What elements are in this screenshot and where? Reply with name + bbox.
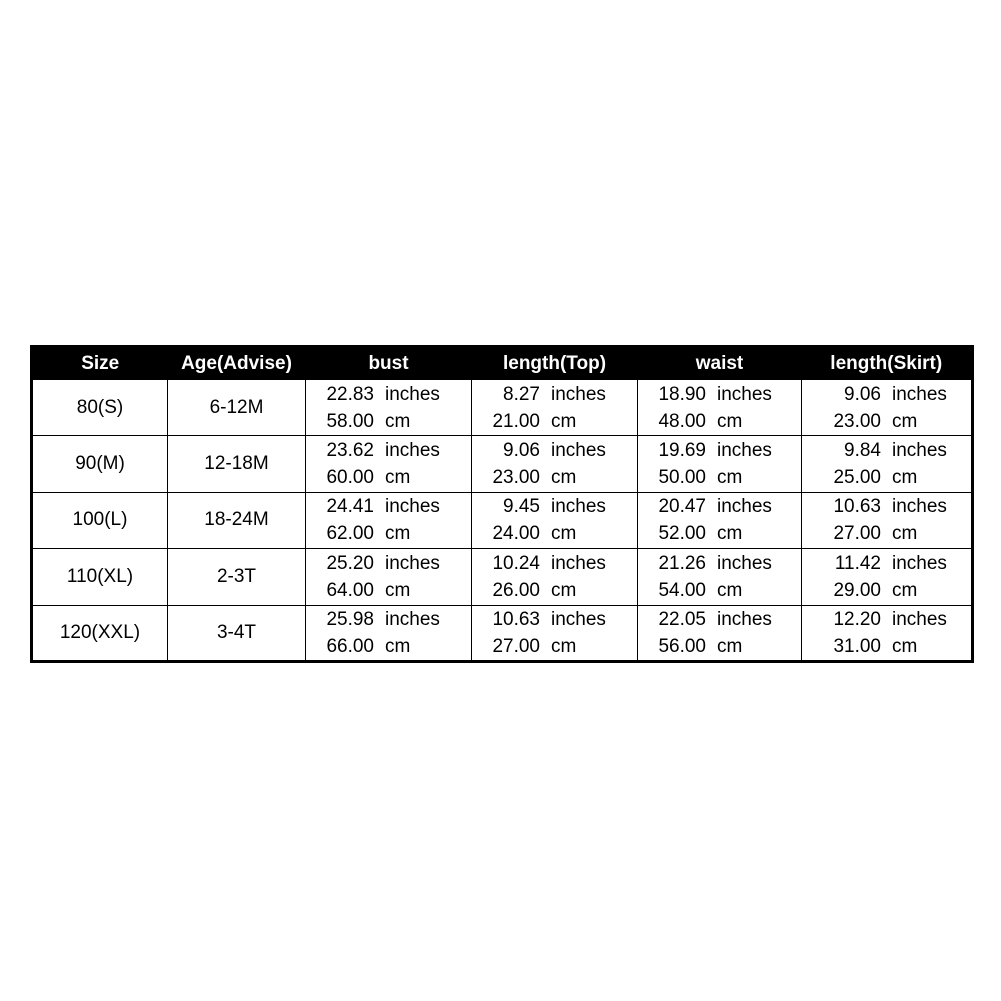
length-skirt-measurement [802, 437, 971, 491]
length-top-cell [472, 492, 638, 548]
length-skirt-inches-line [802, 381, 971, 408]
table-row [32, 380, 973, 436]
length-top-cell [472, 549, 638, 605]
waist-cell [638, 492, 802, 548]
unit-inches: inches [551, 383, 606, 405]
length-skirt-cm-line [802, 577, 971, 604]
bust-inches-line [306, 550, 471, 577]
unit-inches: inches [551, 608, 606, 630]
length-top-measurement [472, 550, 637, 604]
bust-inches-value: 23.62 [326, 440, 374, 462]
size-cell: 90(M) [32, 436, 168, 492]
header-length-skirt: length(Skirt) [802, 347, 973, 380]
table-row [32, 549, 973, 605]
waist-cm-value: 52.00 [658, 523, 706, 545]
bust-inches-value: 22.83 [326, 383, 374, 405]
unit-cm: cm [551, 410, 577, 432]
unit-cm: cm [385, 579, 411, 601]
size-cell: 110(XL) [32, 549, 168, 605]
length-skirt-cm-value: 27.00 [833, 523, 881, 545]
length-skirt-inches-value: 12.20 [833, 608, 881, 630]
unit-cm: cm [385, 635, 411, 657]
unit-inches: inches [551, 440, 606, 462]
length-skirt-inches-value: 9.84 [844, 440, 881, 462]
bust-inches-value: 25.20 [326, 552, 374, 574]
unit-cm: cm [892, 467, 918, 489]
bust-inches-line [306, 493, 471, 520]
length-skirt-cell [802, 492, 973, 548]
bust-cell [306, 380, 472, 436]
header-size: Size [32, 347, 168, 380]
waist-inches-value: 21.26 [658, 552, 706, 574]
unit-inches: inches [892, 496, 947, 518]
unit-cm: cm [717, 410, 743, 432]
unit-inches: inches [717, 440, 772, 462]
bust-measurement [306, 493, 471, 547]
length-top-cell [472, 436, 638, 492]
bust-cm-value: 62.00 [326, 523, 374, 545]
length-skirt-cell [802, 380, 973, 436]
waist-inches-value: 19.69 [658, 440, 706, 462]
table-row [32, 605, 973, 661]
unit-cm: cm [551, 579, 577, 601]
length-top-cm-line [472, 577, 637, 604]
unit-cm: cm [892, 579, 918, 601]
length-top-inches-value: 9.45 [503, 496, 540, 518]
waist-cm-line [638, 633, 801, 660]
age-cell: 2-3T [168, 549, 306, 605]
header-length-top: length(Top) [472, 347, 638, 380]
length-skirt-inches-line [802, 493, 971, 520]
length-top-cm-line [472, 520, 637, 547]
size-cell: 80(S) [32, 380, 168, 436]
waist-cm-line [638, 464, 801, 491]
unit-cm: cm [551, 523, 577, 545]
bust-measurement [306, 606, 471, 660]
waist-cm-value: 54.00 [658, 579, 706, 601]
length-top-inches-value: 9.06 [503, 440, 540, 462]
size-chart-table [30, 345, 974, 663]
length-top-measurement [472, 381, 637, 435]
waist-cm-line [638, 408, 801, 435]
length-top-cell [472, 605, 638, 661]
unit-inches: inches [717, 383, 772, 405]
waist-measurement [638, 381, 801, 435]
waist-inches-value: 20.47 [658, 496, 706, 518]
length-top-cm-value: 23.00 [492, 467, 540, 489]
unit-cm: cm [551, 467, 577, 489]
length-top-cm-value: 24.00 [492, 523, 540, 545]
unit-inches: inches [385, 496, 440, 518]
size-chart-header [32, 347, 973, 380]
bust-inches-value: 25.98 [326, 608, 374, 630]
length-top-cm-line [472, 464, 637, 491]
unit-inches: inches [385, 552, 440, 574]
length-skirt-cell [802, 549, 973, 605]
age-cell: 18-24M [168, 492, 306, 548]
unit-inches: inches [717, 496, 772, 518]
bust-measurement [306, 437, 471, 491]
waist-measurement [638, 606, 801, 660]
table-row [32, 436, 973, 492]
length-skirt-measurement [802, 381, 971, 435]
unit-cm: cm [892, 635, 918, 657]
waist-cm-value: 50.00 [658, 467, 706, 489]
bust-measurement [306, 550, 471, 604]
length-skirt-measurement [802, 493, 971, 547]
bust-inches-line [306, 606, 471, 633]
unit-inches: inches [385, 608, 440, 630]
unit-cm: cm [892, 410, 918, 432]
bust-cm-value: 58.00 [326, 410, 374, 432]
waist-inches-value: 18.90 [658, 383, 706, 405]
table-row [32, 492, 973, 548]
size-chart-body [32, 380, 973, 662]
length-skirt-cell [802, 436, 973, 492]
bust-inches-line [306, 437, 471, 464]
length-top-inches-value: 8.27 [503, 383, 540, 405]
length-skirt-measurement [802, 550, 971, 604]
length-skirt-cm-value: 29.00 [833, 579, 881, 601]
length-skirt-cm-value: 23.00 [833, 410, 881, 432]
length-top-cm-value: 27.00 [492, 635, 540, 657]
waist-inches-line [638, 493, 801, 520]
age-cell: 6-12M [168, 380, 306, 436]
waist-inches-line [638, 606, 801, 633]
unit-inches: inches [717, 608, 772, 630]
unit-cm: cm [717, 635, 743, 657]
unit-inches: inches [385, 383, 440, 405]
bust-cell [306, 549, 472, 605]
length-skirt-cm-value: 31.00 [833, 635, 881, 657]
bust-inches-line [306, 381, 471, 408]
bust-cm-value: 64.00 [326, 579, 374, 601]
waist-cm-value: 48.00 [658, 410, 706, 432]
length-top-inches-line [472, 437, 637, 464]
length-top-inches-line [472, 550, 637, 577]
bust-cm-value: 60.00 [326, 467, 374, 489]
header-row [32, 347, 973, 380]
unit-inches: inches [892, 383, 947, 405]
header-waist: waist [638, 347, 802, 380]
length-skirt-inches-value: 10.63 [833, 496, 881, 518]
bust-cm-line [306, 520, 471, 547]
unit-cm: cm [717, 579, 743, 601]
unit-cm: cm [717, 467, 743, 489]
unit-cm: cm [385, 523, 411, 545]
bust-cell [306, 436, 472, 492]
waist-inches-value: 22.05 [658, 608, 706, 630]
waist-cm-value: 56.00 [658, 635, 706, 657]
unit-inches: inches [892, 608, 947, 630]
waist-inches-line [638, 381, 801, 408]
unit-inches: inches [717, 552, 772, 574]
length-top-measurement [472, 437, 637, 491]
length-skirt-inches-value: 9.06 [844, 383, 881, 405]
waist-cell [638, 436, 802, 492]
unit-cm: cm [551, 635, 577, 657]
length-top-inches-line [472, 606, 637, 633]
length-skirt-cell [802, 605, 973, 661]
length-skirt-cm-line [802, 464, 971, 491]
unit-inches: inches [892, 440, 947, 462]
waist-cm-line [638, 577, 801, 604]
waist-cell [638, 605, 802, 661]
length-top-cell [472, 380, 638, 436]
age-cell: 3-4T [168, 605, 306, 661]
unit-cm: cm [892, 523, 918, 545]
waist-cm-line [638, 520, 801, 547]
unit-cm: cm [717, 523, 743, 545]
bust-cm-line [306, 408, 471, 435]
length-top-measurement [472, 493, 637, 547]
unit-inches: inches [551, 552, 606, 574]
length-top-cm-value: 26.00 [492, 579, 540, 601]
length-skirt-inches-line [802, 606, 971, 633]
waist-inches-line [638, 550, 801, 577]
length-top-cm-value: 21.00 [492, 410, 540, 432]
length-skirt-inches-line [802, 437, 971, 464]
length-top-inches-value: 10.63 [492, 608, 540, 630]
size-cell: 100(L) [32, 492, 168, 548]
length-skirt-cm-line [802, 520, 971, 547]
unit-cm: cm [385, 410, 411, 432]
bust-cell [306, 605, 472, 661]
bust-cm-line [306, 577, 471, 604]
length-top-cm-line [472, 408, 637, 435]
length-top-cm-line [472, 633, 637, 660]
unit-inches: inches [551, 496, 606, 518]
unit-inches: inches [385, 440, 440, 462]
waist-measurement [638, 550, 801, 604]
length-skirt-cm-value: 25.00 [833, 467, 881, 489]
length-top-inches-line [472, 493, 637, 520]
length-skirt-cm-line [802, 633, 971, 660]
length-skirt-cm-line [802, 408, 971, 435]
length-skirt-inches-line [802, 550, 971, 577]
header-age: Age(Advise) [168, 347, 306, 380]
unit-inches: inches [892, 552, 947, 574]
waist-measurement [638, 493, 801, 547]
waist-cell [638, 380, 802, 436]
bust-cm-value: 66.00 [326, 635, 374, 657]
length-skirt-measurement [802, 606, 971, 660]
waist-cell [638, 549, 802, 605]
header-bust: bust [306, 347, 472, 380]
waist-inches-line [638, 437, 801, 464]
age-cell: 12-18M [168, 436, 306, 492]
bust-inches-value: 24.41 [326, 496, 374, 518]
bust-measurement [306, 381, 471, 435]
bust-cm-line [306, 633, 471, 660]
length-skirt-inches-value: 11.42 [834, 552, 881, 574]
length-top-inches-line [472, 381, 637, 408]
bust-cell [306, 492, 472, 548]
unit-cm: cm [385, 467, 411, 489]
size-cell: 120(XXL) [32, 605, 168, 661]
length-top-inches-value: 10.24 [492, 552, 540, 574]
waist-measurement [638, 437, 801, 491]
bust-cm-line [306, 464, 471, 491]
length-top-measurement [472, 606, 637, 660]
